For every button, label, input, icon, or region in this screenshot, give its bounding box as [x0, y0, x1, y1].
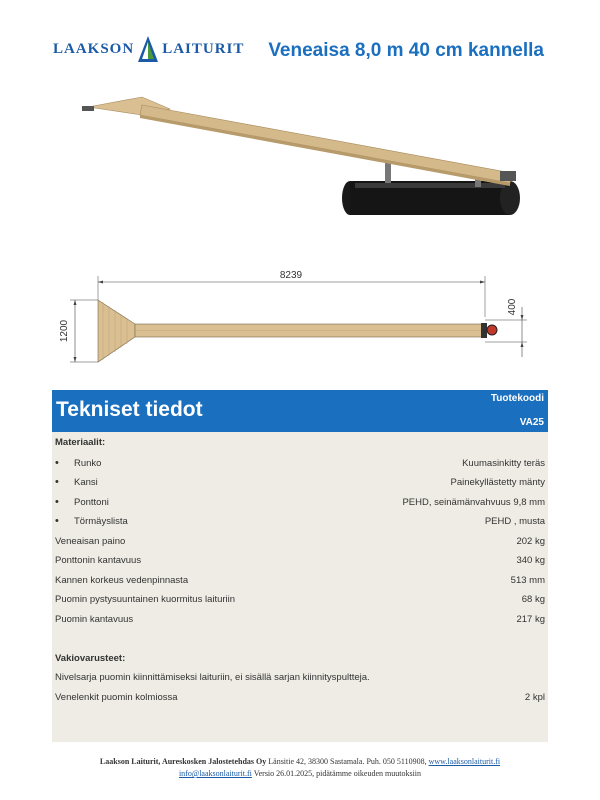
property-row — [52, 572, 548, 590]
material-row — [52, 474, 548, 492]
materials-heading-row — [52, 434, 548, 452]
width-dimension-label: 1200 — [59, 319, 70, 343]
page-footer — [40, 756, 560, 780]
property-value: 340 kg — [516, 555, 545, 566]
product-render-image — [80, 95, 530, 235]
standard-heading-row — [52, 650, 548, 668]
property-label: Veneaisan paino — [55, 536, 126, 547]
footer-address: Länsitie 42, 38300 Sastamala. Puh. 050 5110908, — [266, 757, 429, 766]
material-row — [52, 513, 548, 531]
material-value: Painekyllästetty mänty — [450, 477, 545, 488]
property-value: 217 kg — [516, 614, 545, 625]
property-label: Puomin pystysuuntainen kuormitus laituriin — [55, 594, 236, 605]
material-label: Kansi — [74, 477, 98, 488]
length-dimension-label: 8239 — [279, 270, 303, 281]
bullet-icon: • — [55, 496, 59, 508]
material-row — [52, 494, 548, 512]
property-label: Kannen korkeus vedenpinnasta — [55, 575, 189, 586]
property-row — [52, 611, 548, 629]
page-header — [0, 0, 600, 80]
logo-mark-icon — [137, 35, 159, 63]
material-value: PEHD , musta — [484, 516, 545, 527]
footer-website-link[interactable]: www.laaksonlaiturit.fi — [428, 757, 501, 766]
dimension-drawing — [45, 262, 555, 374]
property-value: 68 kg — [521, 594, 545, 605]
footer-version: Versio 26.01.2025, pidätämme oikeuden muutoksiin — [251, 769, 422, 778]
material-row — [52, 455, 548, 473]
specs-header — [52, 390, 548, 432]
product-code: VA25 — [519, 417, 544, 428]
property-value: 513 mm — [510, 575, 545, 586]
standard-heading: Vakiovarusteet: — [55, 653, 126, 664]
material-label: Ponttoni — [74, 497, 109, 508]
specs-title: Tekniset tiedot — [56, 398, 203, 421]
property-row — [52, 591, 548, 609]
material-label: Törmäyslista — [74, 516, 128, 527]
bullet-icon: • — [55, 515, 59, 527]
materials-heading: Materiaalit: — [55, 437, 106, 448]
property-label: Puomin kantavuus — [55, 614, 134, 625]
product-code-label: Tuotekoodi — [490, 393, 544, 404]
logo-text-right: LAITURIT — [162, 40, 245, 57]
standard-row — [52, 669, 548, 687]
specs-body — [52, 432, 548, 742]
deck-width-dimension-label: 400 — [507, 298, 518, 316]
bullet-icon: • — [55, 457, 59, 469]
standard-label: Nivelsarja puomin kiinnittämiseksi laituriin, ei sisällä sarjan kiinnityspultteja. — [55, 672, 370, 683]
standard-row — [52, 689, 548, 707]
footer-email-link[interactable]: info@laaksonlaiturit.fi — [178, 769, 252, 778]
property-row — [52, 552, 548, 570]
property-value: 202 kg — [516, 536, 545, 547]
material-value: Kuumasinkitty teräs — [462, 458, 545, 469]
page-title: Veneaisa 8,0 m 40 cm kannella — [268, 40, 544, 61]
bullet-icon: • — [55, 476, 59, 488]
logo-text-left: LAAKSON — [53, 40, 135, 57]
footer-company: Laakson Laiturit, Aureskosken Jalostetehdas Oy — [99, 757, 267, 766]
property-label: Ponttonin kantavuus — [55, 555, 142, 566]
material-label: Runko — [74, 458, 102, 469]
property-row — [52, 533, 548, 551]
company-logo — [53, 34, 244, 64]
standard-label: Venelenkit puomin kolmiossa — [55, 692, 178, 703]
standard-value: 2 kpl — [524, 692, 545, 703]
material-value: PEHD, seinämänvahvuus 9,8 mm — [402, 497, 545, 508]
